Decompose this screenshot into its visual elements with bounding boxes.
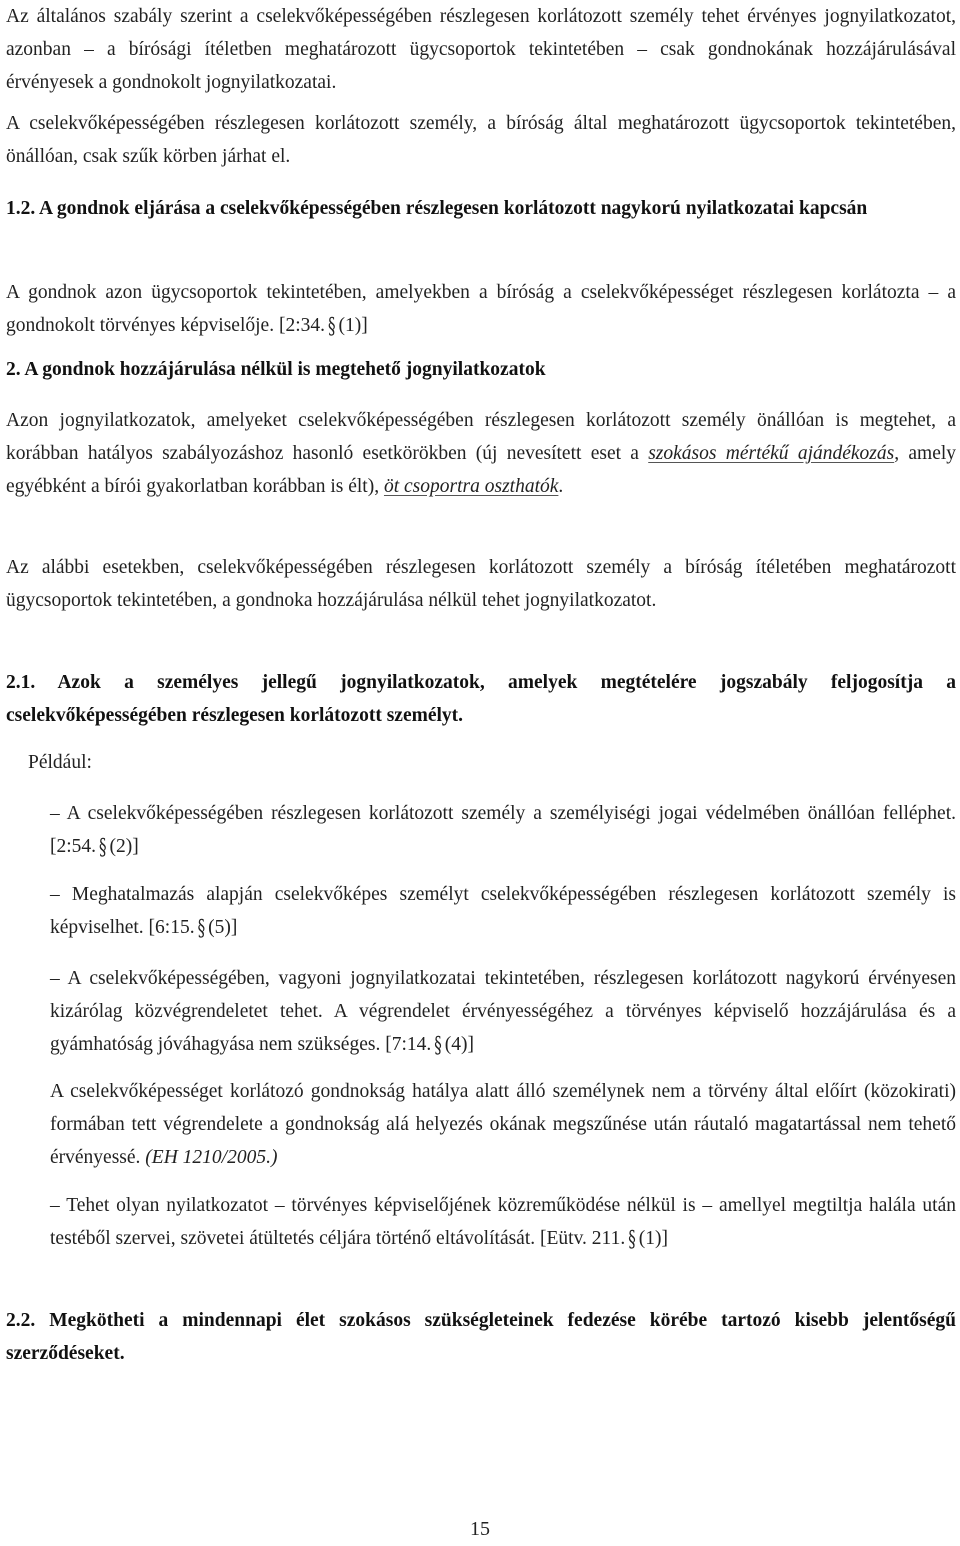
legal-reference: (EH 1210/2005.) — [145, 1147, 278, 1168]
italic-phrase-five-groups: öt csoportra oszthatók — [383, 476, 559, 497]
example-label: Például: — [28, 752, 92, 773]
example-item-public-will — [50, 962, 956, 1062]
paragraph-text: Azon jognyilatkozatok, amelyeket cselekvőképességében részlegesen korlátozott személy önállóan is megtehet, a korábban hatályos szabályozáshoz hasonló esetkörökben (új nevesített eset a — [6, 410, 956, 464]
section-sign-icon: § — [628, 1225, 636, 1253]
paragraph-text: A gondnok azon ügycsoportok tekintetében, amelyekben a bíróság a cselekvőképességet részlegesen korlátozta – a gondnokolt törvényes képviselője. [2:34. — [6, 282, 956, 336]
paragraph-independent-action — [6, 107, 956, 173]
item-text: – A cselekvőképességében, vagyoni jognyilatkozatai tekintetében, részlegesen korlátozott nagykorú érvényesen kizárólag közvégrendeletet tehet. A végrendelet érvényességéhez a törvényes képviselő hozzájárulása és a gyámhatóság jóváhagyása nem szükséges. [7:14. — [50, 968, 956, 1055]
page-number: 15 — [470, 1518, 490, 1540]
example-item-personality-rights — [50, 797, 956, 864]
item-text: A cselekvőképességet korlátozó gondnokság hatálya alatt álló személynek nem a törvény által előírt (közokirati) formában tett végrendelete a gondnokság alá helyezés okának megszűnése után ráutaló magatartással nem tehető érvényessé. — [50, 1081, 956, 1168]
paragraph-text: Az általános szabály szerint a cselekvőképességében részlegesen korlátozott személy tehet érvényes jognyilatkozatot, azonban – a bírósági ítéletben meghatározott ügycsoportok tekintetében – csak gondnokának hozzájárulásával érvényesek a gondnokolt jognyilatkozatai. — [6, 6, 956, 93]
heading-2-1: 2.1. Azok a személyes jellegű jognyilatkozatok, amelyek megtételére jogszabály feljogosítja a cselekvőképességében részlegesen korlátozott személyt. — [6, 672, 956, 726]
paragraph-text: A cselekvőképességében részlegesen korlátozott személy, a bíróság által meghatározott ügycsoportok tekintetében, önállóan, csak szűk körben járhat el. — [6, 113, 956, 167]
legal-reference: (2)] — [109, 836, 139, 857]
section-sign-icon: § — [434, 1031, 442, 1059]
item-text: – A cselekvőképességében részlegesen korlátozott személy a személyiségi jogai védelmében önállóan felléphet. [2:54. — [50, 803, 956, 857]
paragraph-text: Az alábbi esetekben, cselekvőképességében részlegesen korlátozott személy a bíróság ítéletében meghatározott ügycsoportok tekintetében, a gondnoka hozzájárulása nélkül tehet jognyilatkozatot. — [6, 557, 956, 611]
legal-reference: (5)] — [208, 917, 238, 938]
paragraph-guardian-representative — [6, 276, 956, 343]
section-sign-icon: § — [99, 833, 107, 861]
heading-2-2: 2.2. Megkötheti a mindennapi élet szokásos szükségleteinek fedezése körébe tartozó kisebb jelentőségű szerződéseket. — [6, 1310, 956, 1364]
legal-reference: (1)] — [638, 1228, 668, 1249]
example-item-power-of-attorney — [50, 878, 956, 945]
paragraph-five-groups — [6, 404, 956, 503]
section-sign-icon: § — [328, 312, 336, 340]
item-text: – Meghatalmazás alapján cselekvőképes személyt cselekvőképességében részlegesen korlátozott személy is képviselhet. [6:15. — [50, 884, 956, 938]
paragraph-text: . — [558, 476, 564, 497]
example-item-organ-donation — [50, 1189, 956, 1256]
section-sign-icon: § — [197, 914, 206, 942]
italic-phrase-gift: szokásos mértékű ajándékozás — [648, 443, 895, 464]
paragraph-general-rule — [6, 0, 956, 99]
item-text: – Tehet olyan nyilatkozatot – törvényes képviselőjének közreműködése nélkül is – amellyel megtiltja halála után testéből szervei, szövetei átültetés céljára történő eltávolítását. [Eütv. 211. — [50, 1195, 956, 1249]
heading-1-2: 1.2. A gondnok eljárása a cselekvőképességében részlegesen korlátozott nagykorú nyilatkozatai kapcsán — [6, 198, 868, 219]
legal-reference: (1)] — [338, 315, 368, 336]
legal-reference: (4)] — [444, 1034, 474, 1055]
example-item-will-validity — [50, 1075, 956, 1174]
heading-2: 2. A gondnok hozzájárulása nélkül is megtehető jognyilatkozatok — [6, 359, 546, 380]
paragraph-cases-intro — [6, 551, 956, 617]
paragraph-text: , amely egyébként a bírói gyakorlatban korábban is élt), — [6, 443, 957, 497]
